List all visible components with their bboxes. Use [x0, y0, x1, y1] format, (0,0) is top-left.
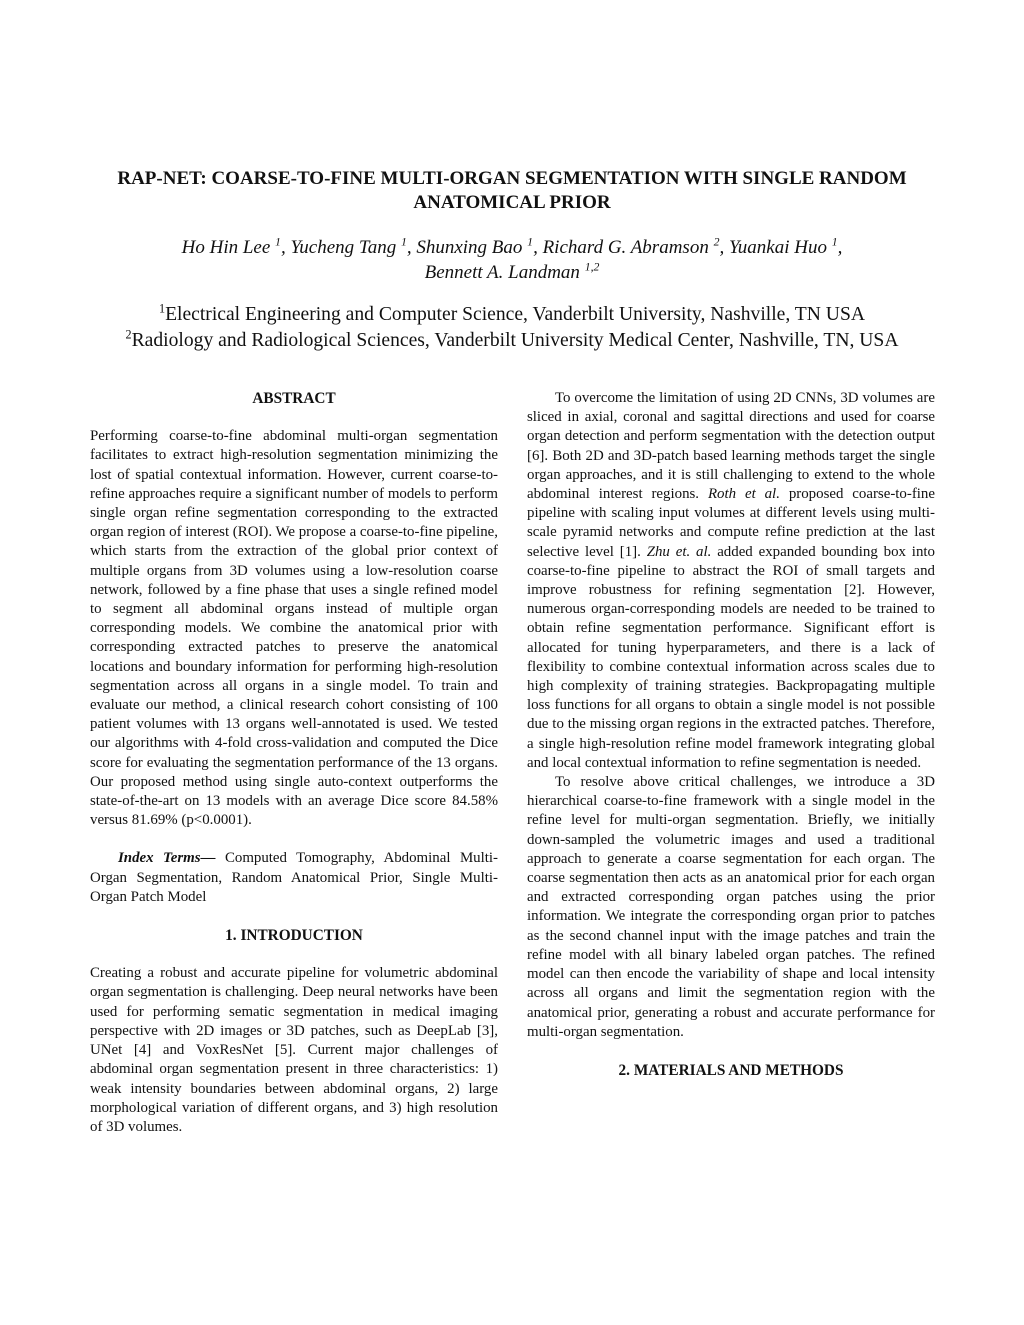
author-name: Yuankai Huo [728, 237, 832, 258]
author-affil-mark: 1 [527, 235, 534, 249]
author-separator: , [719, 237, 729, 258]
affiliation-mark: 2 [125, 327, 132, 342]
author-affil-mark: 1 [400, 235, 407, 249]
affiliation-2 [60, 328, 964, 354]
paper-title [80, 167, 944, 215]
author-separator: , [837, 237, 843, 258]
abstract-heading: ABSTRACT [252, 390, 336, 407]
affiliation-1 [60, 302, 964, 328]
introduction-heading: 1. INTRODUCTION [225, 927, 363, 945]
index-terms-text: Computed Tomography, Abdominal Multi-Organ Segmentation, Random Anatomical Prior, Single Multi-Organ Patch Model [90, 850, 498, 905]
citation-zhu: Zhu et. al. [646, 543, 712, 560]
abstract-text: Performing coarse-to-fine abdominal multi-organ segmentation facilitates to extract high-resolution segmentation minimizing the lost of spatial contextual information. However, current coarse-to-refine approaches require a significant number of models to perform single organ refine segmentation corresponding to the extracted organ region of interest (ROI). We propose a coarse-to-fine pipeline, which starts from the extraction of the global prior context of multiple organs from 3D volumes using a low-resolution coarse network, followed by a fine phase that uses a single refined model to segment all abdominal organs instead of multiple organ corresponding models. We combine the anatomical prior with corresponding extracted patches to preserve the anatomical locations and boundary information for performing high-resolution segmentation across all organs in a single model. To train and evaluate our method, a clinical research cohort consisting of 100 patient volumes with 13 organs well-annotated is used. We tested our algorithms with 4-fold cross-validation and computed the Dice score for evaluating the segmentation performance of the 13 organs. Our proposed method using single auto-context outperforms the state-of-the-art on 13 models with an average Dice score 84.58% versus 81.69% (p<0.0001). [90, 428, 499, 829]
right-column [527, 389, 935, 1080]
citation-roth: Roth et al. [707, 486, 780, 503]
affiliation-text: Radiology and Radiological Sciences, Vanderbilt University Medical Center, Nashville, TN, USA [131, 330, 899, 351]
title-line-1: RAP-NET: COARSE-TO-FINE MULTI-ORGAN SEGMENTATION WITH SINGLE RANDOM [117, 168, 907, 189]
index-terms-label: Index Terms [118, 850, 201, 867]
affiliation-text: Electrical Engineering and Computer Science, Vanderbilt University, Nashville, TN USA [165, 304, 866, 325]
intro-p2b-text: proposed coarse-to-fine pipeline with scaling input volumes at different levels using multi-scale pyramid networks and compute refine prediction at the last selective level [1]. [527, 486, 935, 560]
author-separator: , [533, 237, 543, 258]
introduction-paragraph-3: To resolve above critical challenges, we introduce a 3D hierarchical coarse-to-fine framework with a single model in the refine level for multi-organ segmentation. Briefly, we initially down-sampled the volumetric images and used a traditional approach to generate a coarse segmentation for each organ. The coarse segmentation then acts as an anatomical prior for each organ and extracted corresponding organ patches using the prior information. We integrate the corresponding organ prior to patches as the second channel input with the image patches and train the refine model with all binary labeled organ patches. The refined model can then encode the variability of shape and local intensity across all organs and limit the segmentation region with the anatomical prior, generating a robust and accurate performance for multi-organ segmentation. [527, 774, 935, 1040]
author-list [80, 235, 944, 285]
methods-heading: 2. MATERIALS AND METHODS [618, 1061, 844, 1079]
author-name: Richard G. Abramson [542, 237, 714, 258]
affiliation-mark: 1 [158, 301, 166, 316]
author-name: Shunxing Bao [416, 237, 528, 258]
introduction-paragraph-1: Creating a robust and accurate pipeline for volumetric abdominal organ segmentation is challenging. Deep neural networks have been used for performing sematic segmentation in medical imaging perspective with 2D images or 3D patches, such as DeepLab [3], UNet [4] and VoxResNet [5]. Current major challenges of abdominal organ segmentation present in three characteristics: 1) weak intensity boundaries between abdominal organs, 2) large morphological variation of different organs, and 3) high resolution of 3D volumes. [90, 965, 498, 1135]
author-affil-mark: 1 [275, 235, 281, 249]
author-name: Ho Hin Lee [181, 237, 276, 258]
author-affil-mark: 2 [713, 235, 720, 249]
author-affil-mark: 1,2 [584, 260, 600, 274]
intro-p2c-text: added expanded bounding box into coarse-to-fine pipeline to abstract the ROI of small targets and improve robustness for refining segmentation [2]. However, numerous organ-corresponding models are needed to be trained to obtain refine segmentation performance. Significant effort is allocated for tuning hyperparameters, and there is a lack of flexibility to combine contextual information across scales due to high complexity of training strategies. Backpropagating multiple loss functions for all organs to obtain a single model is not possible due to the missing organ regions in the extracted patches. Therefore, a single high-resolution refine model framework integrating global and local contextual information to refine segmentation is needed. [527, 543, 935, 771]
left-column [90, 389, 498, 1137]
author-affil-mark: 1 [831, 235, 838, 249]
index-terms-dash: — [200, 850, 225, 867]
author-name: Bennett A. Landman [424, 262, 585, 283]
intro-p2-text: To overcome the limitation of using 2D CNNs, 3D volumes are sliced in axial, coronal and sagittal directions and used for coarse organ detection and perform segmentation with the detection output [6]. Both 2D and 3D-patch based learning methods target the single organ approaches, and it is still challenging to extend to the whole abdominal interest regions. [527, 390, 935, 503]
authors-line-2 [80, 260, 944, 285]
affiliation-list [60, 302, 964, 354]
index-terms [90, 849, 498, 907]
introduction-paragraph-2 [527, 389, 935, 773]
authors-line-1 [80, 235, 944, 260]
author-name: Yucheng Tang [290, 237, 401, 258]
title-line-2: ANATOMICAL PRIOR [413, 192, 611, 213]
author-separator: , [280, 237, 291, 258]
author-separator: , [406, 237, 417, 258]
